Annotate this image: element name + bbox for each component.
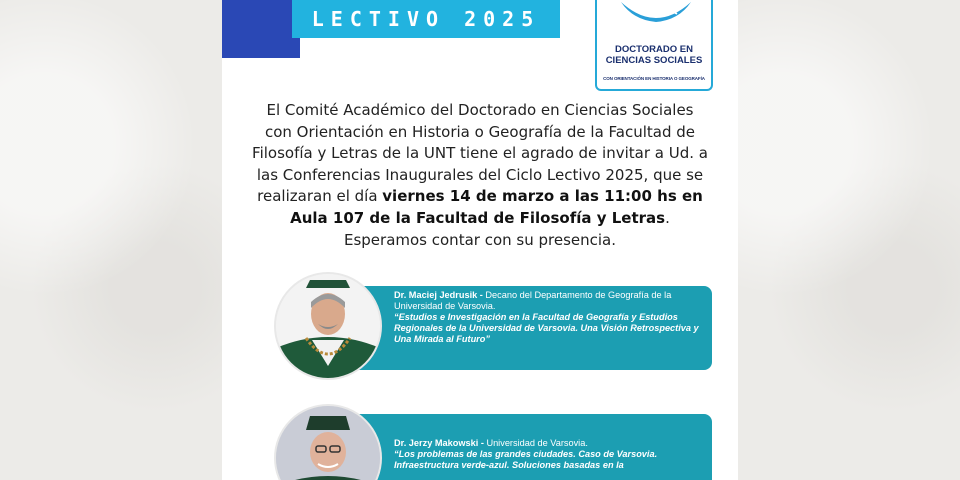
background-texture-right	[738, 0, 960, 480]
background-texture-left	[0, 0, 222, 480]
year-banner-text: LECTIVO 2025	[311, 7, 541, 31]
speaker-2-name: Dr. Jerzy Makowski -	[394, 438, 487, 448]
speaker-photo-1	[274, 272, 382, 380]
speaker-1-info	[394, 290, 708, 345]
invitation-body: El Comité Académico del Doctorado en Ciencias Sociales con Orientación en Historia o Geografía de la Facultad de Filosofía y Letras de la UNT tiene el agrado de invitar a Ud. a las Conferencias Inaugurales del Ciclo Lectivo 2025, que se realizaran el día	[252, 101, 708, 206]
banner-accent-block	[222, 0, 300, 58]
logo-title-line1: DOCTORADO EN	[615, 44, 693, 55]
invitation-poster	[222, 0, 738, 480]
logo-title-line2: CIENCIAS SOCIALES	[605, 55, 703, 66]
invitation-closing: Esperamos contar con su presencia.	[343, 230, 616, 249]
speaker-2-talk-title: “Los problemas de las grandes ciudades. Caso de Varsovia. Infraestructura verde-azul. Soluciones basadas en la	[394, 449, 658, 470]
program-logo	[595, 0, 713, 91]
logo-subtitle: CON ORIENTACIÓN EN HISTORIA O GEOGRAFÍA	[603, 76, 705, 81]
invitation-text	[252, 100, 708, 251]
speaker-2-info	[394, 438, 704, 471]
event-date-location: viernes 14 de marzo a las 11:00 hs en Aula 107 de la Facultad de Filosofía y Letras	[290, 187, 703, 227]
logo-title	[597, 44, 711, 66]
speaker-1-talk-title: “Estudios e Investigación en la Facultad de Geografía y Estudios Regionales de la Universidad de Varsovia. Una Visión Retrospectiva y Una Mirada al Futuro”	[394, 312, 699, 344]
speaker-1-name: Dr. Maciej Jedrusik -	[394, 290, 486, 300]
year-banner	[292, 0, 560, 38]
speaker-2-affiliation: Universidad de Varsovia.	[486, 438, 588, 448]
seagulls-logo-icon	[619, 0, 693, 28]
speaker-portrait-1-icon	[276, 274, 380, 378]
speaker-1-affiliation: Decano del Departamento de Geografía de la Universidad de Varsovia.	[394, 290, 672, 311]
invitation-period: .	[665, 208, 670, 227]
